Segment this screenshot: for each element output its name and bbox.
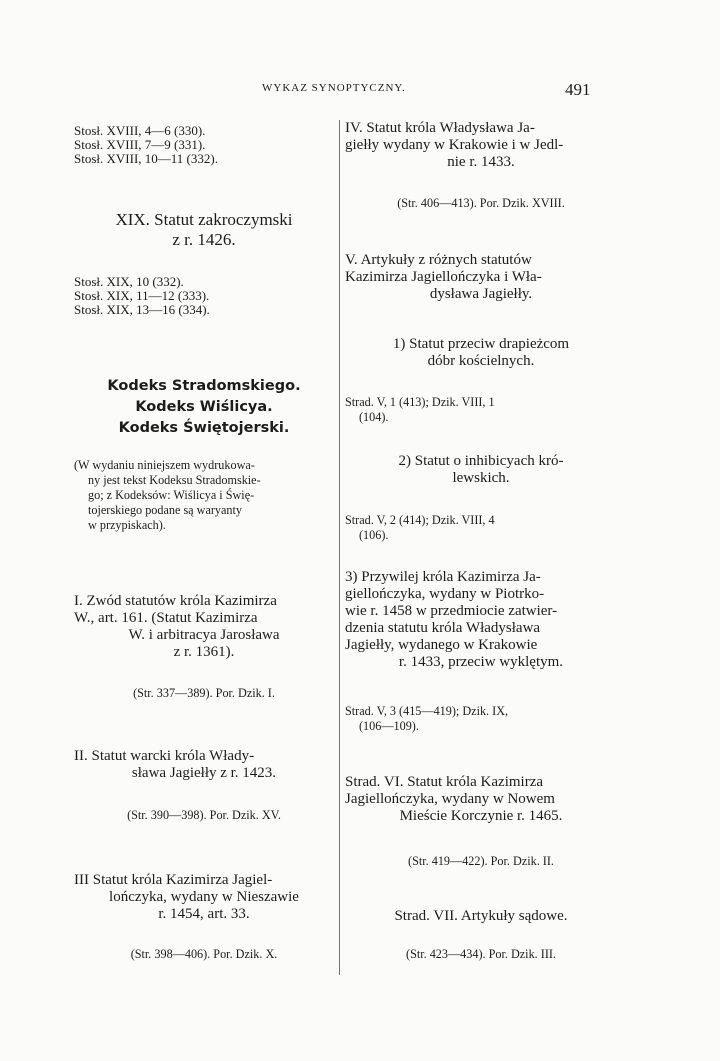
- ref-iii: (Str. 398—406). Por. Dzik. X.: [130, 947, 278, 961]
- page-header: [0, 82, 720, 102]
- list-item: Stosł. XIX, 10 (332).: [74, 274, 184, 289]
- entry-i: I. Zwód statutów króla Kazimirza W., art. 161. (Statut Kazimirza W. i arbitracya Jarosława z r. 1361).: [74, 593, 280, 660]
- section-title-xix: XIX. Statut zakroczymski z r. 1426.: [115, 210, 293, 249]
- list-item: Stosł. XVIII, 10—11 (332).: [74, 151, 218, 166]
- sub-ref-2: Strad. V, 2 (414); Dzik. VIII, 4 (106).: [345, 513, 495, 542]
- page-number: 491: [565, 80, 591, 99]
- stosl-xviii-list: [74, 124, 218, 166]
- sub-ref-3: Strad. V, 3 (415—419); Dzik. IX, (106—109).: [345, 704, 509, 733]
- ref-i: (Str. 337—389). Por. Dzik. I.: [133, 686, 275, 700]
- column-divider: [339, 120, 340, 975]
- entry-strad-vii: Strad. VII. Artykuły sądowe.: [394, 908, 568, 924]
- kodeks-note: (W wydaniu niniejszem wydrukowa- ny jest tekst Kodeksu Stradomskie- go; z Kodeksów: Wiślicya i Świę- tojerskiego podane są waryanty w przypiskach).: [74, 458, 261, 532]
- ref-iv: (Str. 406—413). Por. Dzik. XVIII.: [397, 196, 565, 210]
- sub-entry-1: 1) Statut przeciw drapieżcom dóbr kościelnych.: [392, 336, 570, 369]
- sub-entry-2: 2) Statut o inhibicyach kró- lewskich.: [398, 453, 564, 486]
- entry-iv: IV. Statut króla Władysława Ja- giełły wydany w Krakowie i w Jedl- nie r. 1433.: [345, 120, 564, 170]
- stosl-xix-list: [74, 275, 210, 317]
- entry-v: V. Artykuły z różnych statutów Kazimirza Jagiellończyka i Wła- dysława Jagiełły.: [345, 252, 542, 302]
- kodeks-heading: Kodeks Stradomskiego. Kodeks Wiślicya. Kodeks Świętojerski.: [107, 378, 301, 436]
- list-item: Stosł. XIX, 11—12 (333).: [74, 288, 210, 303]
- sub-ref-1: Strad. V, 1 (413); Dzik. VIII, 1 (104).: [345, 395, 495, 424]
- entry-ii: II. Statut warcki króla Włady- sława Jagiełły z r. 1423.: [74, 748, 277, 781]
- list-item: Stosł. XVIII, 7—9 (331).: [74, 137, 206, 152]
- sub-entry-3: 3) Przywilej króla Kazimirza Ja- giellończyka, wydany w Piotrko- wie r. 1458 w przedmiocie zatwier- dzenia statutu króla Władysława Jagiełły, wydanego w Krakowie r. 1433, przeciw wyklętym.: [345, 569, 564, 670]
- ref-strad-vii: (Str. 423—434). Por. Dzik. III.: [406, 947, 556, 961]
- running-title: WYKAZ SYNOPTYCZNY.: [262, 82, 406, 94]
- ref-strad-vi: (Str. 419—422). Por. Dzik. II.: [408, 854, 554, 868]
- entry-iii: III Statut króla Kazimirza Jagiel- lończyka, wydany w Nieszawie r. 1454, art. 33.: [74, 872, 299, 922]
- entry-strad-vi: Strad. VI. Statut króla Kazimirza Jagiellończyka, wydany w Nowem Mieście Korczynie r. 1465.: [345, 774, 563, 824]
- list-item: Stosł. XIX, 13—16 (334).: [74, 302, 210, 317]
- ref-ii: (Str. 390—398). Por. Dzik. XV.: [127, 808, 281, 822]
- list-item: Stosł. XVIII, 4—6 (330).: [74, 123, 206, 138]
